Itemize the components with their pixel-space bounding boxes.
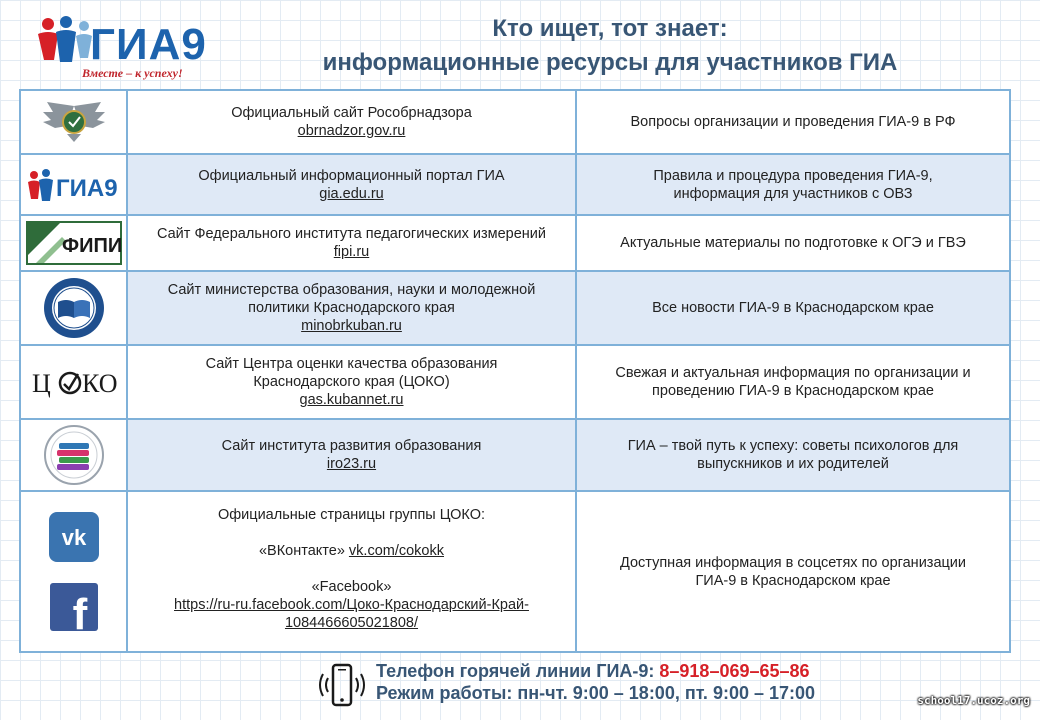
logo-cell [21, 346, 128, 418]
iro-books-emblem-icon [42, 423, 106, 487]
vk-link[interactable]: vk.com/cokokk [348, 543, 445, 559]
info-cell [577, 91, 1009, 153]
vk-icon-text: vk [61, 525, 86, 551]
info-text: ГИА – твой путь к успеху: советы психологов для [627, 438, 959, 454]
fb-label: «Facebook» [311, 579, 392, 595]
info-cell [577, 272, 1009, 344]
facebook-icon[interactable] [50, 583, 98, 631]
logo-text: ГИА9 [90, 20, 207, 69]
social-heading: Официальные страницы группы ЦОКО: [217, 507, 486, 523]
info-cell [577, 155, 1009, 214]
work-hours: Режим работы: пн-чт. 9:00 – 18:00, пт. 9:00 – 17:00 [376, 683, 816, 703]
coko-logo-text-a: Ц [31, 369, 51, 398]
table-row [21, 420, 1009, 492]
fb-link-line-2[interactable]: 1084466605021808/ [284, 615, 419, 631]
info-text: Доступная информация в соцсетях по организации [619, 554, 967, 571]
site-name: политики Краснодарского края [248, 300, 455, 316]
title-line-1: Кто ищет, тот знает: [492, 15, 728, 42]
site-cell [128, 155, 577, 214]
info-text: выпускников и их родителей [697, 456, 889, 472]
resources-table [19, 89, 1011, 653]
hotline-number: 8–918–069–65–86 [659, 661, 810, 681]
site-name: Сайт института развития образования [221, 438, 482, 454]
site-cell [128, 91, 577, 153]
site-name: Официальный сайт Рособрнадзора [231, 105, 472, 121]
site-name: Сайт министерства образования, науки и молодежной [167, 282, 536, 298]
page-title [240, 12, 980, 80]
hotline-line [376, 660, 815, 682]
gia9-logo-text: ГИА9 [55, 174, 118, 202]
site-cell [128, 346, 577, 418]
info-text: ГИА-9 в Краснодарском крае [695, 572, 891, 589]
info-text: проведению ГИА-9 в Краснодарском крае [652, 383, 934, 399]
logo-slogan: Вместе – к успеху! [82, 66, 183, 80]
ministry-emblem-icon [42, 276, 106, 340]
site-link[interactable]: iro23.ru [326, 456, 377, 472]
info-cell [577, 346, 1009, 418]
table-row [21, 155, 1009, 216]
coko-logo-text-b: КО [81, 369, 117, 398]
info-text: Правила и процедура проведения ГИА-9, [653, 167, 933, 184]
people-figures-icon [34, 12, 94, 72]
info-text: Все новости ГИА-9 в Краснодарском крае [652, 300, 934, 316]
site-link[interactable]: obrnadzor.gov.ru [297, 123, 406, 139]
hotline-label: Телефон горячей линии ГИА-9: [376, 661, 660, 681]
logo-cell [21, 155, 128, 214]
coko-logo-icon [26, 360, 122, 404]
site-cell [128, 420, 577, 490]
site-name: Сайт Центра оценки качества образования [205, 356, 498, 372]
fipi-logo-icon [26, 221, 122, 265]
info-text: Вопросы организации и проведения ГИА-9 в РФ [630, 114, 956, 130]
site-cell [128, 272, 577, 344]
info-text: информация для участников с ОВЗ [673, 185, 913, 202]
logo-cell [21, 272, 128, 344]
site-cell [128, 492, 577, 651]
site-link[interactable]: gas.kubannet.ru [299, 392, 404, 408]
hotline-footer [376, 660, 815, 704]
site-link[interactable]: fipi.ru [333, 244, 370, 260]
site-link[interactable]: minobrkuban.ru [301, 318, 402, 334]
table-row [21, 216, 1009, 272]
facebook-icon-text: f [72, 589, 87, 631]
vk-icon[interactable] [49, 512, 99, 562]
site-link[interactable]: gia.edu.ru [319, 185, 384, 202]
info-text: Свежая и актуальная информация по организации и [615, 365, 971, 381]
table-row [21, 272, 1009, 346]
table-row [21, 91, 1009, 155]
site-name: Сайт Федерального института педагогических измерений [156, 226, 546, 242]
vk-line [136, 542, 567, 560]
table-row [21, 346, 1009, 420]
logo-cell [21, 492, 128, 651]
vk-label: «ВКонтакте» [258, 543, 345, 559]
fb-link-line-1[interactable]: https://ru-ru.facebook.com/Цоко-Краснодарский-Край- [174, 597, 529, 613]
watermark: school17.ucoz.org [917, 694, 1030, 707]
table-row-social [21, 492, 1009, 651]
logo-cell [21, 216, 128, 270]
site-name: Официальный информационный портал ГИА [198, 167, 505, 184]
gia9-logo-icon [26, 165, 122, 205]
phone-icon [318, 662, 366, 708]
info-cell [577, 492, 1009, 651]
site-name: Краснодарского края (ЦОКО) [253, 374, 450, 390]
title-line-2: информационные ресурсы для участников ГИА [322, 49, 898, 76]
logo-cell [21, 91, 128, 153]
rosobrnadzor-emblem-icon [37, 98, 111, 146]
gia9-header-logo [34, 12, 214, 84]
info-text: Актуальные материалы по подготовке к ОГЭ и ГВЭ [620, 235, 966, 251]
info-cell [577, 420, 1009, 490]
info-cell [577, 216, 1009, 270]
logo-cell [21, 420, 128, 490]
site-cell [128, 216, 577, 270]
fipi-logo-text: ФИПИ [61, 235, 122, 257]
